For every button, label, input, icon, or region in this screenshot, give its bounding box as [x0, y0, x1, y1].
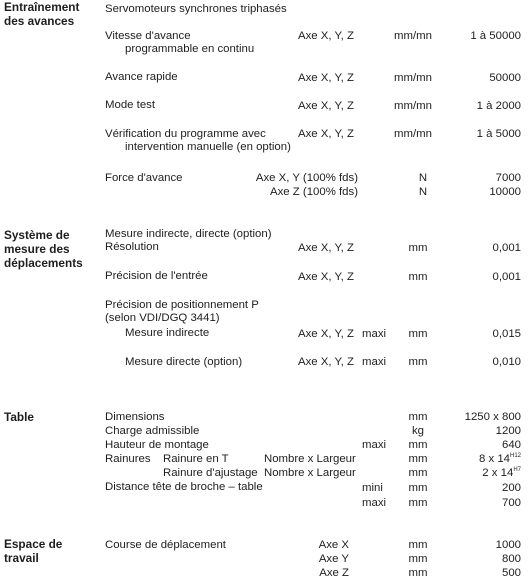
- spec-value: 0,015: [492, 328, 521, 340]
- spec-axis: Axe Z (100% fds): [270, 186, 358, 198]
- spec-label: (selon VDI/DGQ 3441): [105, 312, 220, 324]
- spec-unit: mm: [408, 467, 428, 479]
- spec-value: 1 à 5000: [476, 128, 521, 140]
- spec-unit: mm: [408, 453, 428, 465]
- spec-axis: Axe X, Y (100% fds): [255, 172, 358, 184]
- spec-unit: mm: [408, 328, 428, 340]
- spec-value: 0,010: [492, 356, 521, 368]
- spec-unit: mm: [408, 539, 428, 551]
- spec-axis: Axe X, Y, Z: [298, 100, 354, 112]
- spec-axis: Nombre x Largeur: [264, 467, 356, 479]
- spec-unit: mm: [408, 356, 428, 368]
- spec-axis: Axe X, Y, Z: [298, 242, 354, 254]
- spec-label: Distance tête de broche – table: [105, 481, 263, 493]
- spec-label: Mesure indirecte: [125, 327, 210, 339]
- spec-label: Précision de positionnement P: [105, 299, 259, 311]
- spec-unit: N: [418, 172, 428, 184]
- spec-label: Force d'avance: [105, 172, 183, 184]
- spec-label: Mode test: [105, 99, 156, 111]
- spec-value: 700: [501, 497, 521, 509]
- section-heading: Système de mesure des déplacements: [4, 228, 83, 270]
- spec-unit: mm: [408, 271, 428, 283]
- spec-label: Dimensions: [105, 411, 165, 423]
- spec-label: Rainure en T: [163, 453, 229, 465]
- spec-axis: Axe X, Y, Z: [298, 356, 354, 368]
- spec-axis: Axe X, Y, Z: [298, 328, 354, 340]
- spec-qualifier: maxi: [362, 356, 387, 368]
- section-heading: Table: [4, 410, 34, 424]
- spec-axis: Axe X: [318, 539, 349, 551]
- spec-value: 1 à 50000: [470, 30, 521, 42]
- spec-axis: Axe X, Y, Z: [298, 30, 354, 42]
- spec-axis: Nombre x Largeur: [264, 453, 356, 465]
- spec-value: 50000: [489, 72, 521, 84]
- spec-unit: mm: [408, 553, 428, 565]
- spec-value: 640: [501, 439, 521, 451]
- spec-unit: N: [418, 186, 428, 198]
- spec-label: Rainure d'ajustage: [163, 467, 258, 479]
- spec-label: programmable en continu: [125, 43, 255, 55]
- spec-unit: mm: [408, 482, 428, 494]
- section-heading: Entraînement des avances: [4, 0, 80, 28]
- spec-label: Hauteur de montage: [105, 439, 209, 451]
- spec-value: 0,001: [492, 242, 521, 254]
- spec-label: intervention manuelle (en option): [125, 141, 291, 153]
- spec-value: 500: [501, 567, 521, 579]
- spec-label: Charge admissible: [105, 425, 200, 437]
- spec-label: Résolution: [105, 241, 159, 253]
- spec-label: Vérification du programme avec: [105, 128, 266, 140]
- spec-axis: Axe X, Y, Z: [298, 72, 354, 84]
- spec-axis: Axe X, Y, Z: [298, 271, 354, 283]
- spec-unit: mm/mn: [394, 72, 432, 84]
- spec-label: Rainures: [105, 453, 151, 465]
- spec-value: 2 x $14^{H7}$: [482, 467, 521, 479]
- spec-unit: mm/mn: [394, 100, 432, 112]
- spec-label: Servomoteurs synchrones triphasés: [105, 3, 287, 15]
- spec-value: 1000: [495, 539, 521, 551]
- spec-value: 7000: [495, 172, 521, 184]
- spec-unit: kg: [411, 425, 425, 437]
- spec-axis: Axe X, Y, Z: [298, 128, 354, 140]
- spec-label: Avance rapide: [105, 71, 178, 83]
- spec-axis: Axe Y: [318, 553, 349, 565]
- spec-value: 1200: [495, 425, 521, 437]
- spec-value: 1250 x 800: [464, 411, 521, 423]
- spec-value: 1 à 2000: [476, 100, 521, 112]
- spec-unit: mm: [408, 242, 428, 254]
- section-heading: Espace de travail: [4, 537, 63, 565]
- spec-unit: mm/mn: [394, 128, 432, 140]
- spec-label: Mesure indirecte, directe (option): [105, 228, 272, 240]
- spec-value: 0,001: [492, 271, 521, 283]
- spec-qualifier: maxi: [362, 497, 387, 509]
- spec-qualifier: mini: [362, 482, 383, 494]
- spec-axis: Axe Z: [319, 567, 349, 579]
- spec-qualifier: maxi: [362, 328, 387, 340]
- spec-unit: mm/mn: [394, 30, 432, 42]
- spec-label: Précision de l'entrée: [105, 270, 208, 282]
- spec-qualifier: maxi: [362, 439, 387, 451]
- spec-unit: mm: [408, 439, 428, 451]
- spec-label: Course de déplacement: [105, 539, 226, 551]
- spec-label: Vitesse d'avance: [105, 30, 191, 42]
- spec-value: 10000: [489, 186, 521, 198]
- spec-value: 8 x $14^{H12}$: [478, 453, 521, 465]
- spec-unit: mm: [408, 411, 428, 423]
- spec-value: 800: [501, 553, 521, 565]
- spec-unit: mm: [408, 567, 428, 579]
- spec-label: Mesure directe (option): [125, 356, 243, 368]
- spec-unit: mm: [408, 497, 428, 509]
- spec-value: 200: [501, 482, 521, 494]
